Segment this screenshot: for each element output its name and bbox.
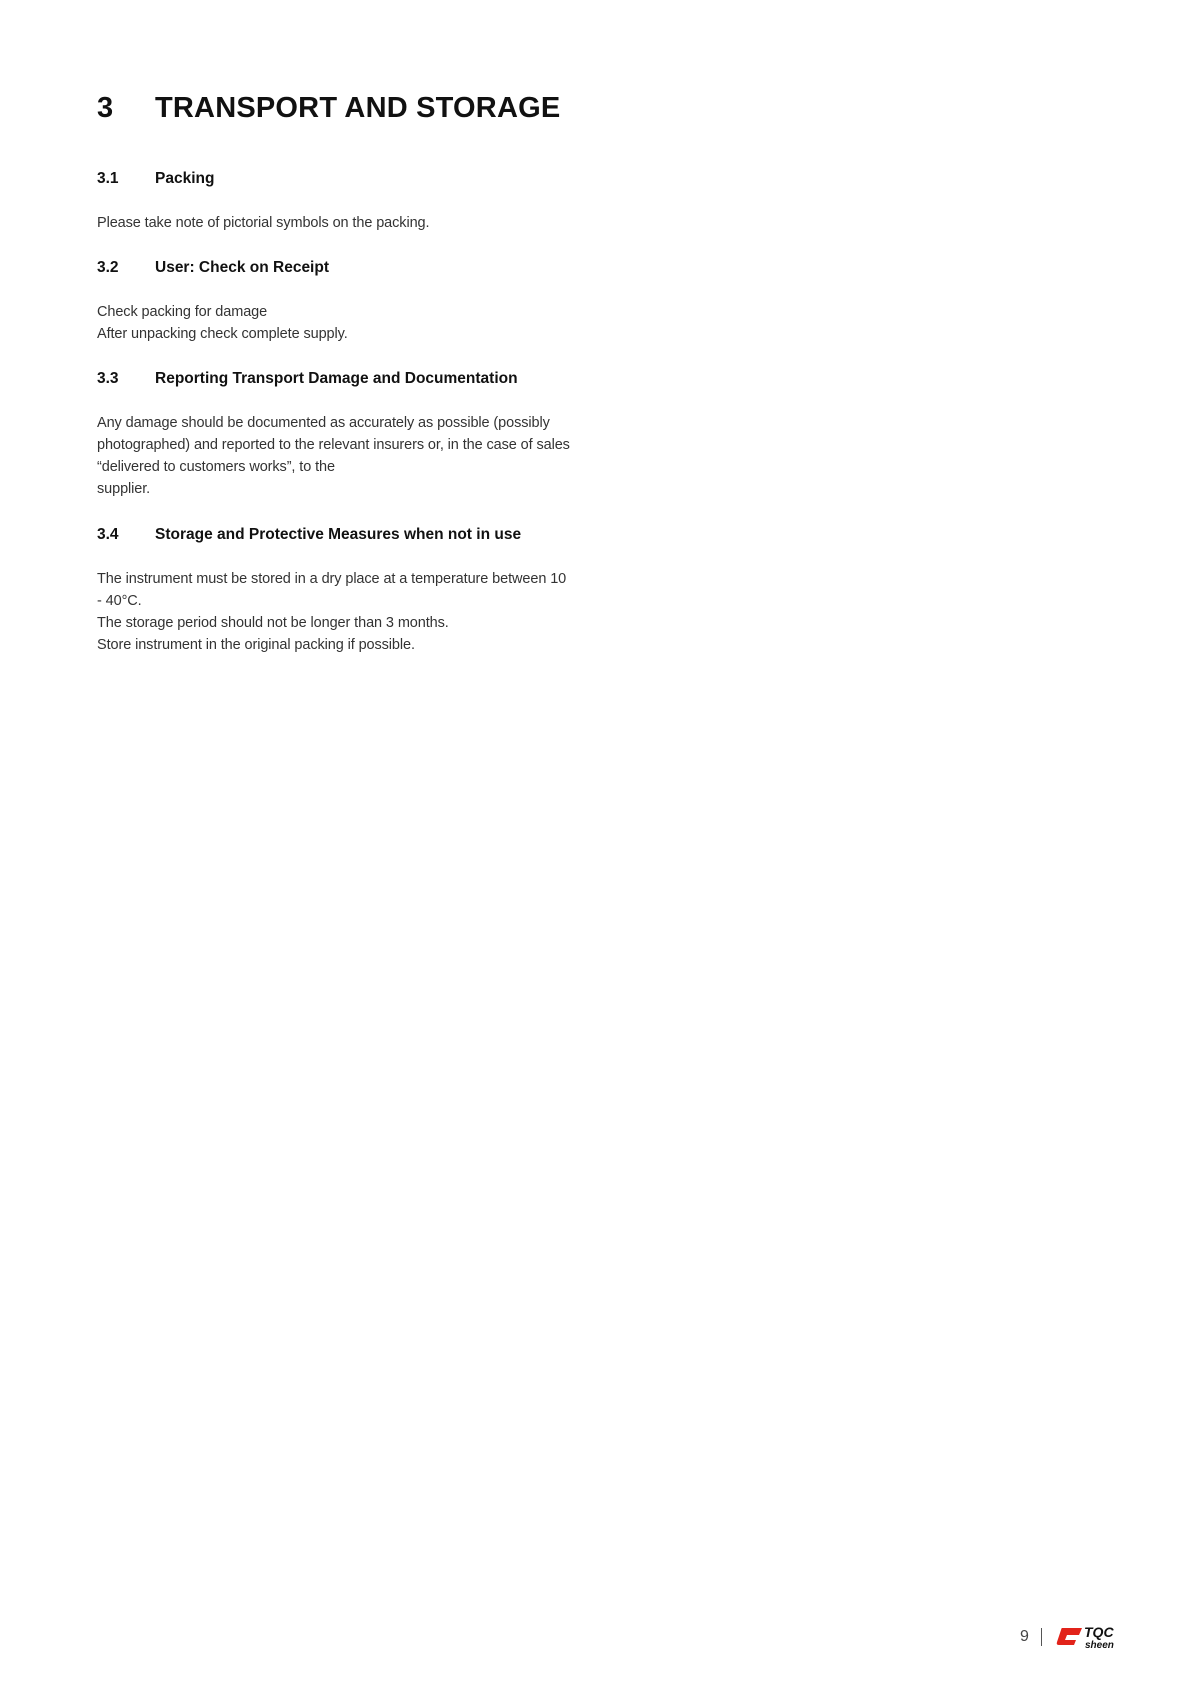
footer-divider [1041,1628,1042,1646]
body-line: supplier. [97,481,151,497]
section-title: Storage and Protective Measures when not in use [155,526,522,543]
body-line: Check packing for damage [97,304,268,320]
chapter-title: TRANSPORT AND STORAGE [155,92,561,124]
tqc-sheen-logo [1056,1624,1132,1650]
body-line: - 40°C. [97,593,142,609]
section-title: Reporting Transport Damage and Documentation [155,370,518,387]
body-line: photographed) and reported to the relevant insurers or, in the case of sales [97,437,570,453]
page-footer [1020,1624,1132,1650]
section-body-transport-damage [97,412,597,500]
section-heading-packing [97,170,214,188]
section-number: 3.3 [97,370,119,387]
logo-text-bottom: sheen [1084,1640,1114,1650]
body-line: The storage period should not be longer than 3 months. [97,615,449,631]
logo-mark [1057,1628,1082,1645]
chapter-number: 3 [97,92,114,124]
section-number: 3.4 [97,526,119,543]
section-number: 3.1 [97,170,119,187]
section-number: 3.2 [97,259,119,276]
section-title: Packing [155,170,215,187]
section-body-packing [97,212,597,234]
section-title: User: Check on Receipt [155,259,329,276]
section-heading-transport-damage [97,370,518,388]
section-heading-storage [97,526,521,544]
chapter-heading [97,92,560,125]
body-line: The instrument must be stored in a dry place at a temperature between 10 [97,571,567,587]
section-body-check-on-receipt [97,301,597,345]
section-heading-check-on-receipt [97,259,329,277]
body-line: “delivered to customers works”, to the [97,459,335,475]
body-line: Please take note of pictorial symbols on the packing. [97,215,430,231]
page-number: 9 [1020,1628,1029,1645]
body-line: Store instrument in the original packing if possible. [97,637,415,653]
section-body-storage [97,568,597,656]
body-line: Any damage should be documented as accurately as possible (possibly [97,415,550,431]
body-line: After unpacking check complete supply. [97,326,348,342]
logo-text-top: TQC [1083,1624,1114,1640]
